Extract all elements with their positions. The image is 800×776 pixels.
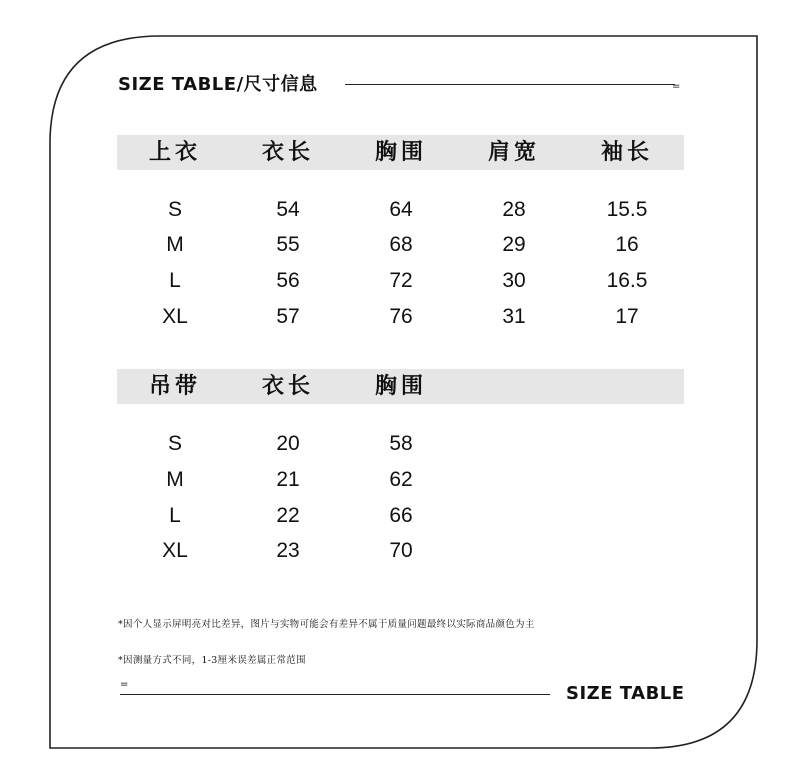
table-cell: 31: [502, 305, 526, 328]
page-title: SIZE TABLE/尺寸信息: [118, 74, 318, 95]
table-cell: 21: [276, 468, 300, 491]
camisole-header-cell: 吊带: [148, 373, 201, 399]
table-cell: 57: [276, 305, 300, 328]
table-cell: 30: [502, 269, 526, 292]
table-cell: 56: [276, 269, 300, 292]
tops-header-cell: 胸围: [374, 139, 427, 165]
table-cell: 28: [502, 198, 526, 221]
table-cell: 15.5: [606, 198, 648, 221]
table-cell: 76: [389, 305, 413, 328]
camisole-header-cell: 胸围: [374, 373, 427, 399]
table-cell: 16: [615, 233, 639, 256]
footer-title: SIZE TABLE: [566, 683, 685, 704]
table-cell: 17: [615, 305, 639, 328]
tops-header-cell: 衣长: [261, 139, 314, 165]
note-color-disclaimer: *因个人显示屏明亮对比差异，图片与实物可能会有差异不属于质量问题最终以实际商品颜色为主: [118, 619, 535, 630]
table-cell: 68: [389, 233, 413, 256]
table-cell: 64: [389, 198, 413, 221]
header-rule: [345, 84, 675, 85]
tops-header-cell: 袖长: [600, 139, 653, 165]
table-cell: 54: [276, 198, 300, 221]
table-cell: M: [166, 468, 184, 491]
table-cell: 55: [276, 233, 300, 256]
footer-eq-mark: =: [120, 679, 129, 690]
table-cell: 70: [389, 539, 413, 562]
tops-header-cell: 肩宽: [487, 139, 540, 165]
tops-header-cell: 上衣: [148, 139, 201, 165]
table-cell: 23: [276, 539, 300, 562]
table-cell: 22: [276, 504, 300, 527]
table-cell: M: [166, 233, 184, 256]
table-cell: L: [169, 504, 181, 527]
table-cell: S: [167, 432, 182, 455]
note-measurement-tolerance: *因测量方式不同，1-3厘米误差属正常范围: [118, 655, 306, 666]
table-cell: 72: [389, 269, 413, 292]
table-cell: XL: [162, 305, 188, 328]
table-cell: 29: [502, 233, 526, 256]
header-eq-mark: =: [672, 81, 681, 92]
camisole-header-cell: 衣长: [261, 373, 314, 399]
table-cell: 58: [389, 432, 413, 455]
table-cell: 66: [389, 504, 413, 527]
table-cell: 20: [276, 432, 300, 455]
table-cell: 62: [389, 468, 413, 491]
table-cell: XL: [162, 539, 188, 562]
footer-rule: [120, 694, 550, 695]
table-cell: 16.5: [606, 269, 648, 292]
table-cell: S: [167, 198, 182, 221]
table-cell: L: [169, 269, 181, 292]
